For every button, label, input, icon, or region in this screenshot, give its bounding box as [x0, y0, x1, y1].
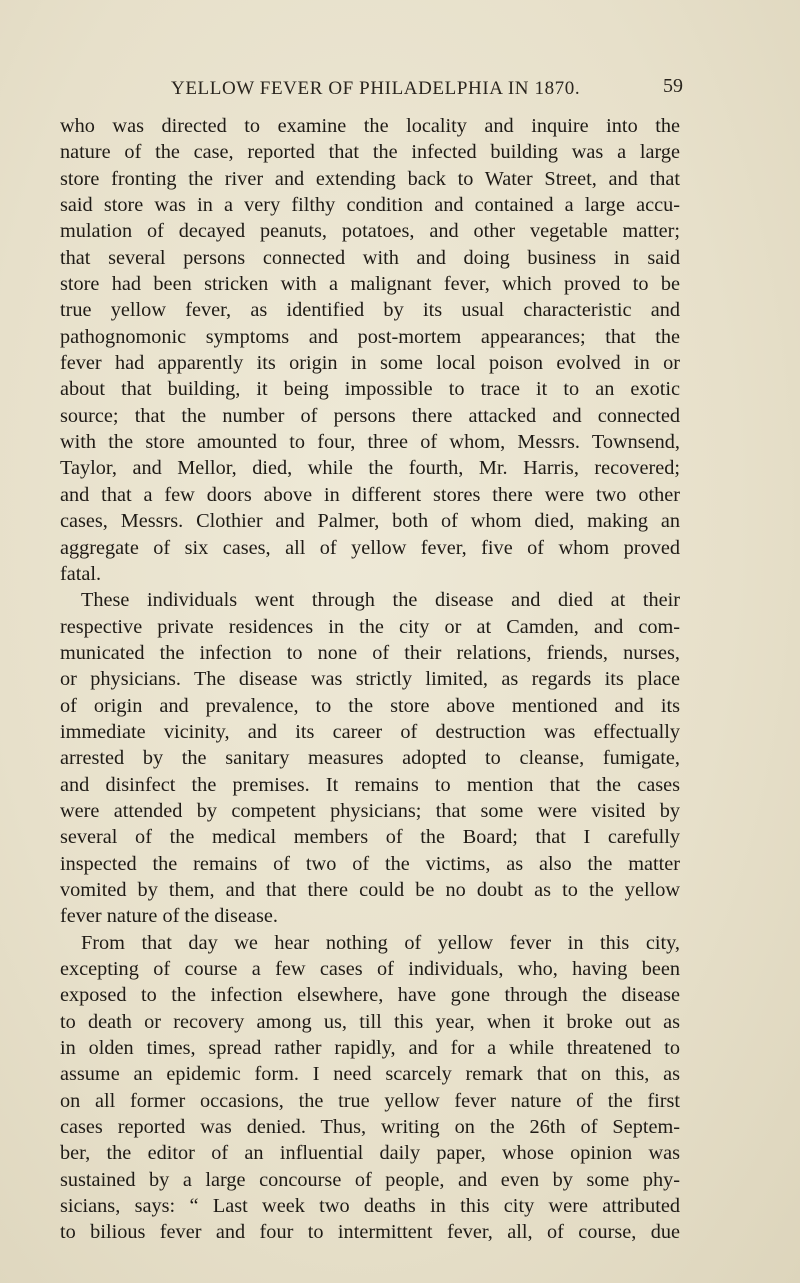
text-line: of origin and prevalence, to the store above mentioned and its [60, 694, 680, 717]
text-line: nature of the case, reported that the infected building was a large [60, 141, 680, 164]
text-line: to bilious fever and four to intermittent fever, all, of course, due [60, 1221, 680, 1244]
text-line: on all former occasions, the true yellow fever nature of the first [60, 1089, 680, 1112]
text-line: pathognomonic symptoms and post-mortem appearances; that the [60, 325, 680, 348]
text-line: about that building, it being impossible to trace it to an exotic [60, 378, 680, 401]
text-line: mulation of decayed peanuts, potatoes, and other vegetable matter; [60, 220, 680, 243]
text-line: store had been stricken with a malignant fever, which proved to be [60, 273, 680, 296]
text-line: These individuals went through the disease and died at their [81, 589, 680, 612]
text-line: sustained by a large concourse of people, and even by some phy- [60, 1168, 680, 1191]
text-line: excepting of course a few cases of individuals, who, having been [60, 958, 680, 980]
text-line: assume an epidemic form. I need scarcely remark that on this, as [60, 1063, 680, 1086]
text-line: said store was in a very filthy condition and contained a large accu- [60, 194, 680, 217]
text-line: municated the infection to none of their relations, friends, nurses, [60, 641, 680, 664]
text-line: or physicians. The disease was strictly limited, as regards its place [60, 668, 680, 691]
text-line: several of the medical members of the Board; that I carefully [60, 826, 680, 849]
text-line: with the store amounted to four, three of whom, Messrs. Townsend, [60, 431, 680, 454]
text-line: From that day we hear nothing of yellow fever in this city, [81, 931, 680, 954]
text-line: that several persons connected with and doing business in said [60, 246, 680, 269]
text-line: store fronting the river and extending back to Water Street, and that [60, 167, 680, 190]
text-line: sicians, says: “ Last week two deaths in this city were attributed [60, 1195, 680, 1218]
text-line: fatal. [60, 562, 102, 585]
text-line: who was directed to examine the locality and inquire into the [60, 115, 680, 137]
running-head: YELLOW FEVER OF PHILADELPHIA IN 1870. [171, 78, 581, 99]
text-line: respective private residences in the city or at Camden, and com- [60, 615, 680, 638]
text-line: true yellow fever, as identified by its usual characteristic and [60, 299, 680, 322]
text-line: cases reported was denied. Thus, writing on the 26th of Septem- [60, 1116, 680, 1139]
text-line: arrested by the sanitary measures adopted to cleanse, fumigate, [60, 747, 680, 770]
text-line: vomited by them, and that there could be no doubt as to the yellow [60, 878, 680, 901]
body-text [60, 113, 680, 1246]
text-line: immediate vicinity, and its career of destruction was effectually [60, 720, 680, 743]
text-line: inspected the remains of two of the victims, as also the matter [60, 852, 680, 875]
text-line: were attended by competent physicians; that some were visited by [60, 799, 680, 822]
text-line: and that a few doors above in different stores there were two other [60, 483, 680, 506]
text-line: ber, the editor of an influential daily paper, whose opinion was [60, 1142, 680, 1165]
page-number: 59 [663, 75, 683, 97]
text-line: to death or recovery among us, till this year, when it broke out as [60, 1010, 680, 1033]
text-line: and disinfect the premises. It remains to mention that the cases [60, 773, 680, 796]
text-line: exposed to the infection elsewhere, have gone through the disease [60, 984, 680, 1007]
text-line: source; that the number of persons there attacked and connected [60, 404, 680, 427]
text-line: cases, Messrs. Clothier and Palmer, both of whom died, making an [60, 510, 680, 533]
text-line: fever nature of the disease. [60, 905, 278, 928]
text-line: aggregate of six cases, all of yellow fever, five of whom proved [60, 536, 680, 559]
text-line: fever had apparently its origin in some local poison evolved in or [60, 352, 680, 375]
text-line: Taylor, and Mellor, died, while the fourth, Mr. Harris, recovered; [60, 457, 680, 480]
text-line: in olden times, spread rather rapidly, and for a while threatened to [60, 1037, 680, 1060]
